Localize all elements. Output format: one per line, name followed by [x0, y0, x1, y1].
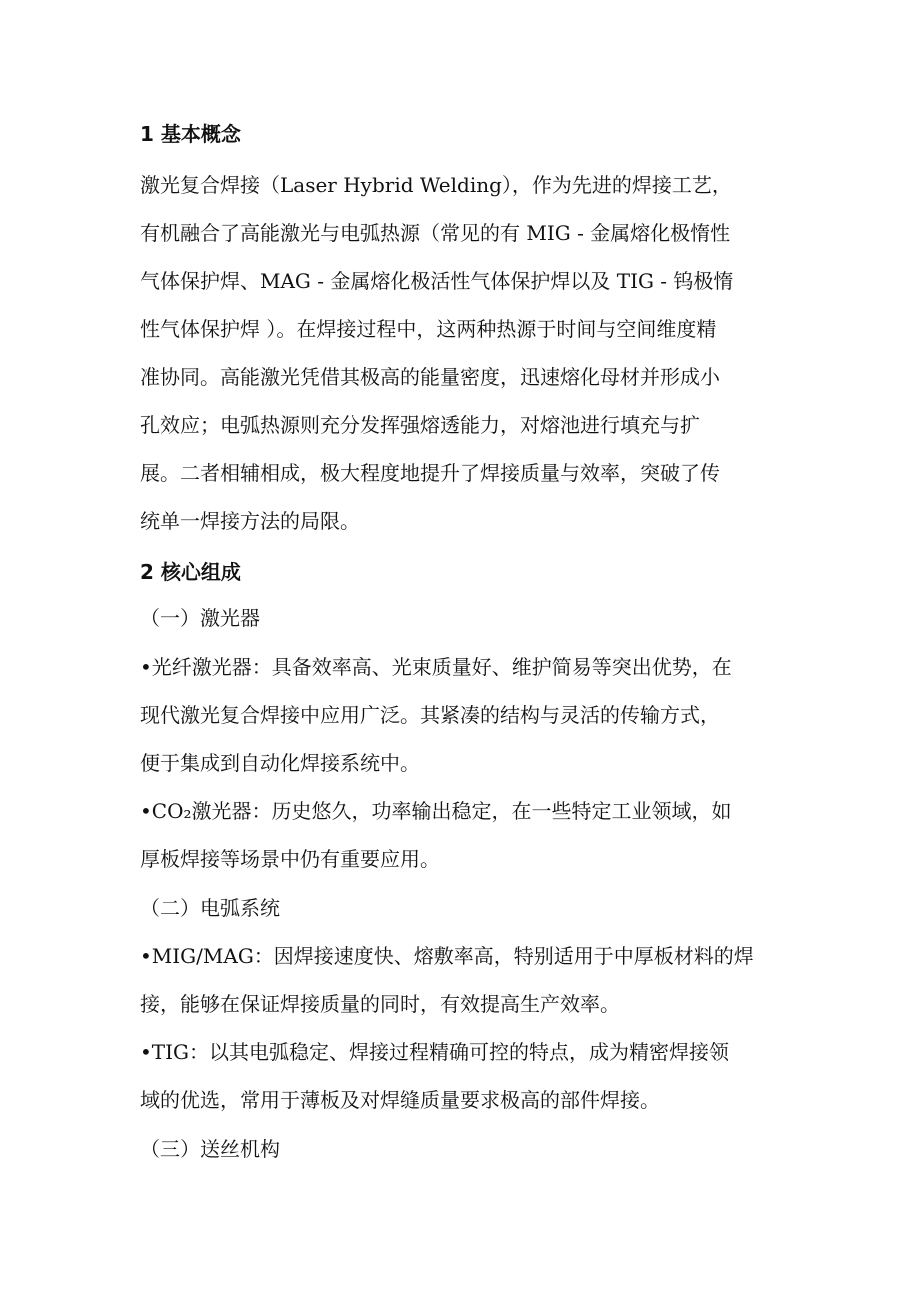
subsection-title: （二）电弧系统	[140, 896, 280, 920]
bullet-line: •MIG/MAG：因焊接速度快、熔敷率高，特别适用于中厚板材料的焊	[140, 944, 754, 968]
paragraph-line: 准协同。高能激光凭借其极高的能量密度，迅速熔化母材并形成小	[140, 365, 720, 389]
paragraph-line: 有机融合了高能激光与电弧热源（常见的有 MIG - 金属熔化极惰性	[140, 221, 731, 245]
paragraph-line: 孔效应；电弧热源则充分发挥强熔透能力，对熔池进行填充与扩	[140, 413, 700, 437]
section-2-heading: 2 核心组成	[140, 560, 241, 584]
paragraph-line: 激光复合焊接（Laser Hybrid Welding），作为先进的焊接工艺，	[140, 173, 732, 197]
section-1-heading: 1 基本概念	[140, 122, 241, 146]
bullet-line: 厚板焊接等场景中仍有重要应用。	[140, 847, 440, 871]
bullet-line: •TIG：以其电弧稳定、焊接过程精确可控的特点，成为精密焊接领	[140, 1040, 730, 1064]
paragraph-line: 统单一焊接方法的局限。	[140, 509, 360, 533]
paragraph-line: 展。二者相辅相成，极大程度地提升了焊接质量与效率，突破了传	[140, 461, 720, 485]
bullet-line: 便于集成到自动化焊接系统中。	[140, 751, 420, 775]
bullet-line: 接，能够在保证焊接质量的同时，有效提高生产效率。	[140, 992, 620, 1016]
bullet-line: •CO₂激光器：历史悠久，功率输出稳定，在一些特定工业领域，如	[140, 799, 732, 823]
bullet-line: •光纤激光器：具备效率高、光束质量好、维护简易等突出优势，在	[140, 655, 732, 679]
paragraph-line: 性气体保护焊 ）。在焊接过程中，这两种热源于时间与空间维度精	[140, 317, 717, 341]
subsection-title: （一）激光器	[140, 606, 260, 630]
bullet-line: 现代激光复合焊接中应用广泛。其紧凑的结构与灵活的传输方式，	[140, 703, 720, 727]
bullet-line: 域的优选，常用于薄板及对焊缝质量要求极高的部件焊接。	[140, 1088, 660, 1112]
paragraph-line: 气体保护焊、MAG - 金属熔化极活性气体保护焊以及 TIG - 钨极惰	[140, 269, 734, 293]
subsection-title: （三）送丝机构	[140, 1137, 280, 1161]
